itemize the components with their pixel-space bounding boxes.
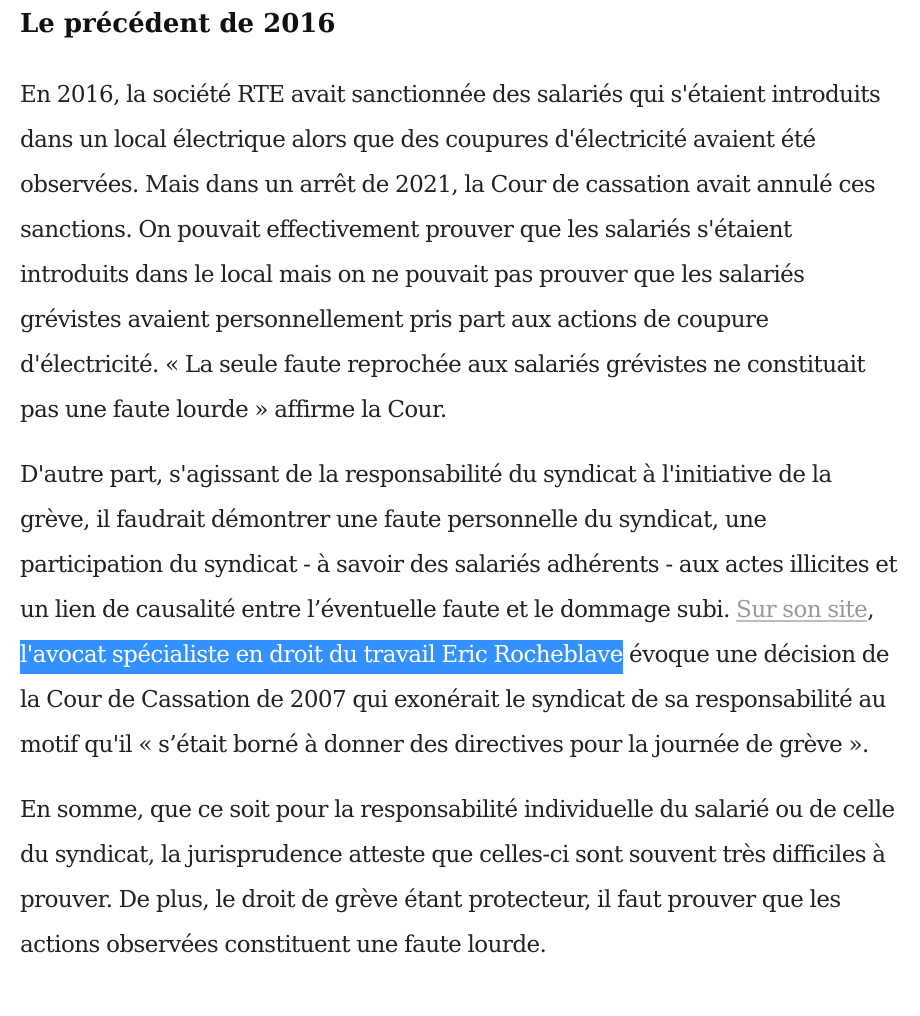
paragraph-rte-2016: En 2016, la société RTE avait sanctionnée des salariés qui s'étaient introduits dans un local électrique alors que des coupures d'électricité avaient été observées. Mais dans un arrêt de 2021, la Cour de cassation avait annulé ces sanctions. On pouvait effectivement prouver que les salariés s'étaient introduits dans le local mais on ne pouvait pas prouver que les salariés grévistes avaient personnellement pris part aux actions de coupure d'électricité. « La seule faute reprochée aux salariés grévistes ne constituait pas une faute lourde » affirme la Cour. [20,82,881,423]
source-site-link[interactable]: Sur son site [736,597,868,623]
comma-separator: , [867,597,874,623]
paragraph-intro-text: D'autre part, s'agissant de la responsabilité du syndicat à l'initiative de la grève, il faudrait démontrer une faute personnelle du syndicat, une participation du syndicat - à savoir des salariés adhérents - aux actes illicites et un lien de causalité entre l’éventuelle faute et le dommage subi. [20,462,898,623]
paragraph-rest-text: évoque une décision de la Cour de Cassation de 2007 qui exonérait le syndicat de sa responsabilité au motif qu'il « s’était borné à donner des directives pour la journée de grève ». [20,642,889,758]
selected-text-highlight[interactable]: l'avocat spécialiste en droit du travail Eric Rocheblave [20,640,623,674]
section-heading: Le précédent de 2016 [20,9,336,39]
paragraph-conclusion: En somme, que ce soit pour la responsabilité individuelle du salarié ou de celle du syndicat, la jurisprudence atteste que celles-ci sont souvent très difficiles à prouver. De plus, le droit de grève étant protecteur, il faut prouver que les actions observées constituent une faute lourde. [20,797,895,958]
paragraph-syndicat-responsibility [20,453,900,768]
